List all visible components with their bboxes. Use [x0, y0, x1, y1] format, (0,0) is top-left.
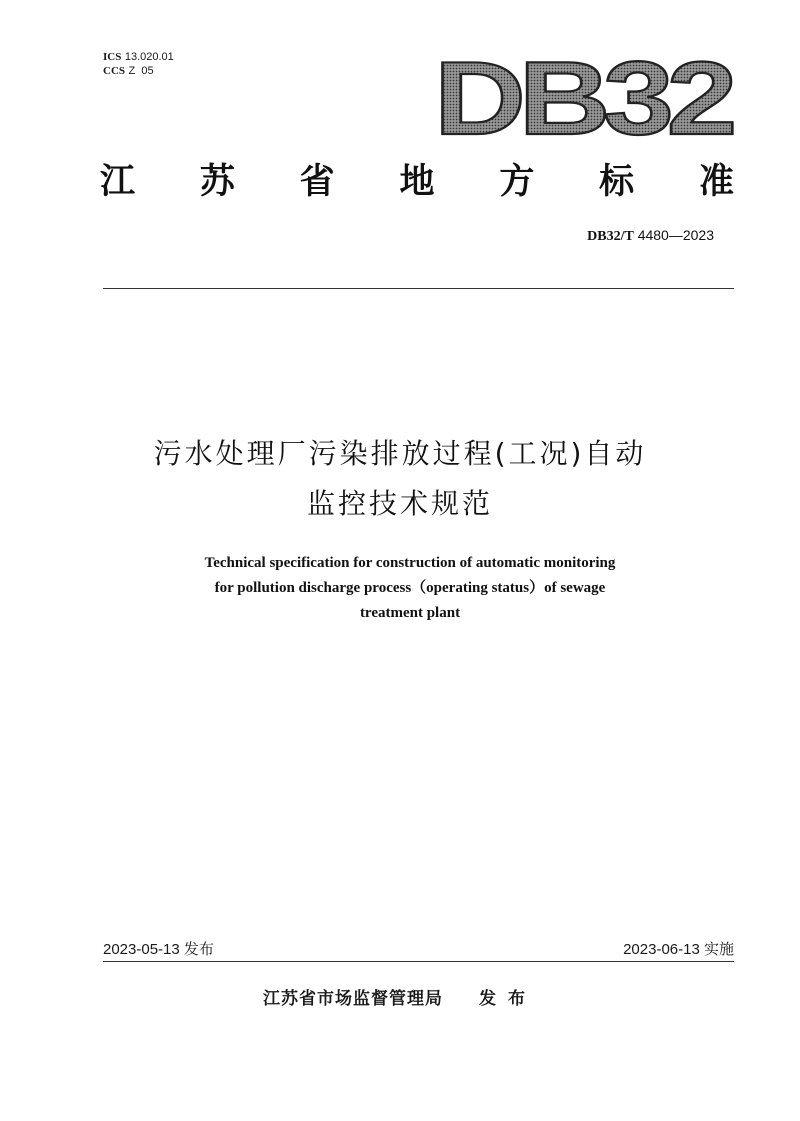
ics-code-row [103, 50, 174, 64]
standard-type-char: 准 [698, 162, 734, 202]
ccs-value: Z 05 [128, 65, 154, 77]
header-divider [103, 288, 734, 289]
title-en [60, 551, 760, 626]
classification-codes [103, 50, 174, 78]
issuer-action: 发布 [479, 989, 537, 1009]
title-en-line-1: Technical specification for construction of automatic monitoring [204, 555, 616, 571]
ccs-code-row [103, 64, 174, 78]
standard-type [100, 160, 734, 204]
title-en-line-2: for pollution discharge process（operating status）of sewage [214, 580, 606, 596]
title-cn-line-1: 污水处理厂污染排放过程(工况)自动 [153, 437, 647, 470]
ccs-label: CCS [103, 65, 126, 77]
ics-label: ICS [103, 51, 122, 63]
issuer [0, 984, 800, 1009]
footer-divider [103, 961, 734, 962]
issuer-organization: 江苏省市场监督管理局 [263, 989, 443, 1009]
implementation-date: 2023-06-13 实施 [623, 941, 734, 958]
standard-type-char: 方 [499, 162, 535, 202]
title-cn-line-2: 监控技术规范 [306, 487, 493, 520]
standard-type-char: 地 [399, 162, 435, 202]
ics-value: 13.020.01 [124, 51, 174, 63]
standard-number-prefix: DB32/T [587, 229, 634, 244]
db32-logo [434, 52, 734, 144]
standard-number-value: 4480—2023 [633, 227, 714, 243]
title-en-line-3: treatment plant [359, 605, 461, 621]
db32-logo-text: DB32 [434, 52, 733, 144]
standard-type-char: 苏 [199, 162, 235, 202]
standard-type-char: 江 [100, 162, 136, 202]
standard-number [587, 226, 714, 246]
issue-date: 2023-05-13 发布 [103, 941, 214, 958]
standard-type-char: 标 [599, 162, 635, 202]
standard-type-char: 省 [299, 162, 335, 202]
